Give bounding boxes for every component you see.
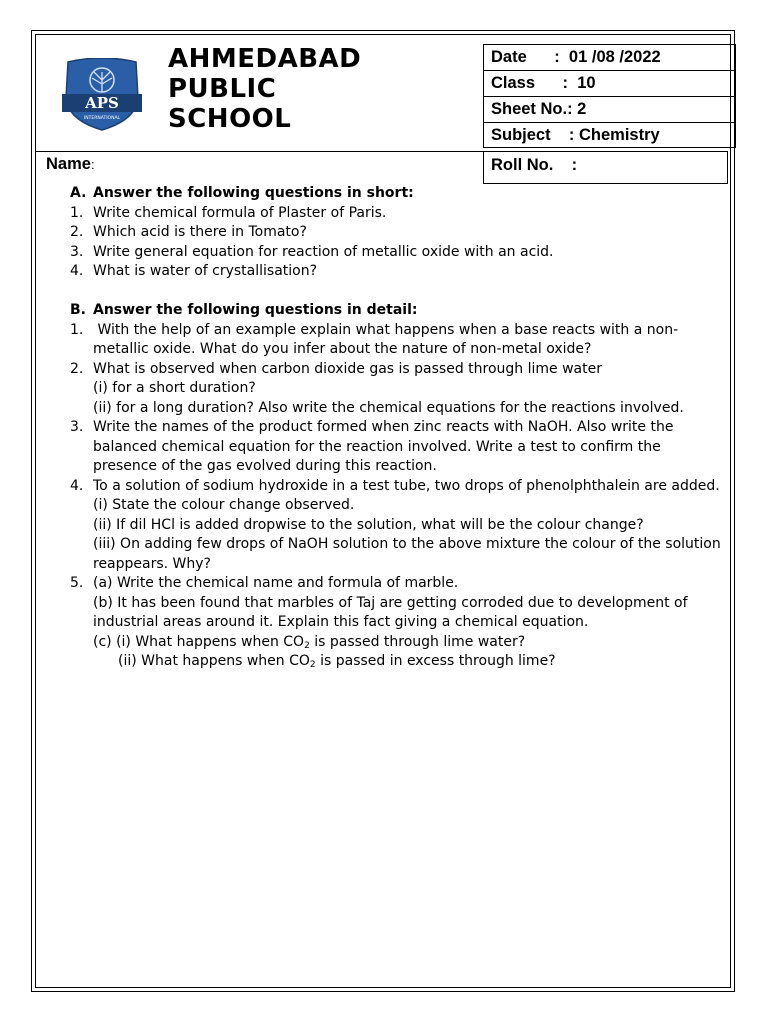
question bbox=[70, 204, 726, 224]
subscript: 2 bbox=[304, 640, 310, 651]
school-name-line: PUBLIC bbox=[168, 74, 277, 104]
sub-question: (iii) On adding few drops of NaOH solution to the above mixture the colour of the solution reappears. Why? bbox=[93, 536, 721, 572]
logo-text: APS bbox=[85, 94, 119, 112]
question-text: Write chemical formula of Plaster of Paris. bbox=[93, 204, 387, 221]
sub-question-text: is passed in excess through lime? bbox=[315, 653, 556, 669]
logo-subtext: INTERNATIONAL bbox=[83, 116, 121, 121]
question bbox=[70, 243, 726, 263]
section-b-heading bbox=[70, 301, 726, 321]
question-number: 2. bbox=[70, 224, 84, 240]
sub-question-text: (ii) What happens when CO bbox=[118, 653, 310, 669]
school-name-line: SCHOOL bbox=[168, 104, 292, 134]
school-name bbox=[168, 44, 361, 134]
question-text: What is water of crystallisation? bbox=[93, 263, 318, 279]
question-number: 1. bbox=[70, 204, 84, 221]
name-colon: : bbox=[90, 157, 95, 172]
sub-question: (b) It has been found that marbles of Taj are getting corroded due to development of industrial areas around it. Explain this fact giving a chemical equation. bbox=[93, 594, 688, 630]
sub-question bbox=[93, 633, 726, 653]
question-number: 1. bbox=[70, 321, 84, 338]
question bbox=[70, 574, 726, 672]
sub-question: (ii) for a long duration? Also write the chemical equations for the reactions involved. bbox=[93, 399, 684, 416]
section-a-heading bbox=[70, 184, 726, 204]
info-box bbox=[483, 44, 736, 148]
roll-no-field[interactable]: Roll No. : bbox=[483, 151, 728, 184]
sub-question: (i) for a short duration? bbox=[93, 380, 256, 396]
sub-question bbox=[93, 652, 726, 672]
question-text: Write general equation for reaction of metallic oxide with an acid. bbox=[93, 243, 554, 260]
question-text: Write the names of the product formed when zinc reacts with NaOH. Also write the balanced chemical equation for the reaction involved. Write a test to confirm the presence of the gas evolved during this reaction. bbox=[93, 419, 674, 474]
question bbox=[70, 262, 726, 282]
worksheet-content bbox=[70, 184, 726, 672]
sub-question-text: (c) (i) What happens when CO bbox=[93, 633, 305, 650]
question-text: Which acid is there in Tomato? bbox=[93, 224, 307, 240]
sub-question-text: is passed through lime water? bbox=[309, 633, 526, 650]
question-number: 2. bbox=[70, 360, 84, 377]
question-number: 3. bbox=[70, 419, 84, 435]
subscript: 2 bbox=[309, 660, 316, 670]
question bbox=[70, 360, 726, 419]
question-number: 4. bbox=[70, 477, 84, 494]
question-number: 3. bbox=[70, 243, 84, 260]
name-divider bbox=[35, 151, 483, 152]
section-title: Answer the following questions in short: bbox=[93, 185, 414, 201]
sub-question: (i) State the colour change observed. bbox=[93, 497, 355, 513]
section-title: Answer the following questions in detail: bbox=[93, 302, 418, 318]
name-field[interactable] bbox=[46, 155, 95, 174]
sheet-no-field: Sheet No.: 2 bbox=[483, 96, 736, 122]
sub-question: (a) Write the chemical name and formula of marble. bbox=[93, 575, 459, 591]
school-logo bbox=[60, 58, 144, 132]
section-label: A. bbox=[70, 185, 87, 201]
question-text: With the help of an example explain what happens when a base reacts with a non- metallic oxide. What do you infer about the nature of non-metal oxide? bbox=[93, 321, 683, 357]
name-label: Name bbox=[46, 155, 91, 173]
question bbox=[70, 418, 726, 477]
question-number: 4. bbox=[70, 263, 84, 279]
question bbox=[70, 223, 726, 243]
question-text: What is observed when carbon dioxide gas is passed through lime water bbox=[93, 360, 602, 377]
date-field: Date : 01 /08 /2022 bbox=[483, 44, 736, 70]
question-number: 5. bbox=[70, 575, 84, 591]
question bbox=[70, 477, 726, 575]
class-field: Class : 10 bbox=[483, 70, 736, 96]
section-label: B. bbox=[70, 302, 86, 318]
subject-field: Subject : Chemistry bbox=[483, 122, 736, 148]
question-text: To a solution of sodium hydroxide in a test tube, two drops of phenolphthalein are added. bbox=[93, 477, 720, 494]
school-name-line: AHMEDABAD bbox=[168, 44, 362, 74]
question bbox=[70, 321, 726, 360]
sub-question: (ii) If dil HCl is added dropwise to the solution, what will be the colour change? bbox=[93, 516, 644, 533]
